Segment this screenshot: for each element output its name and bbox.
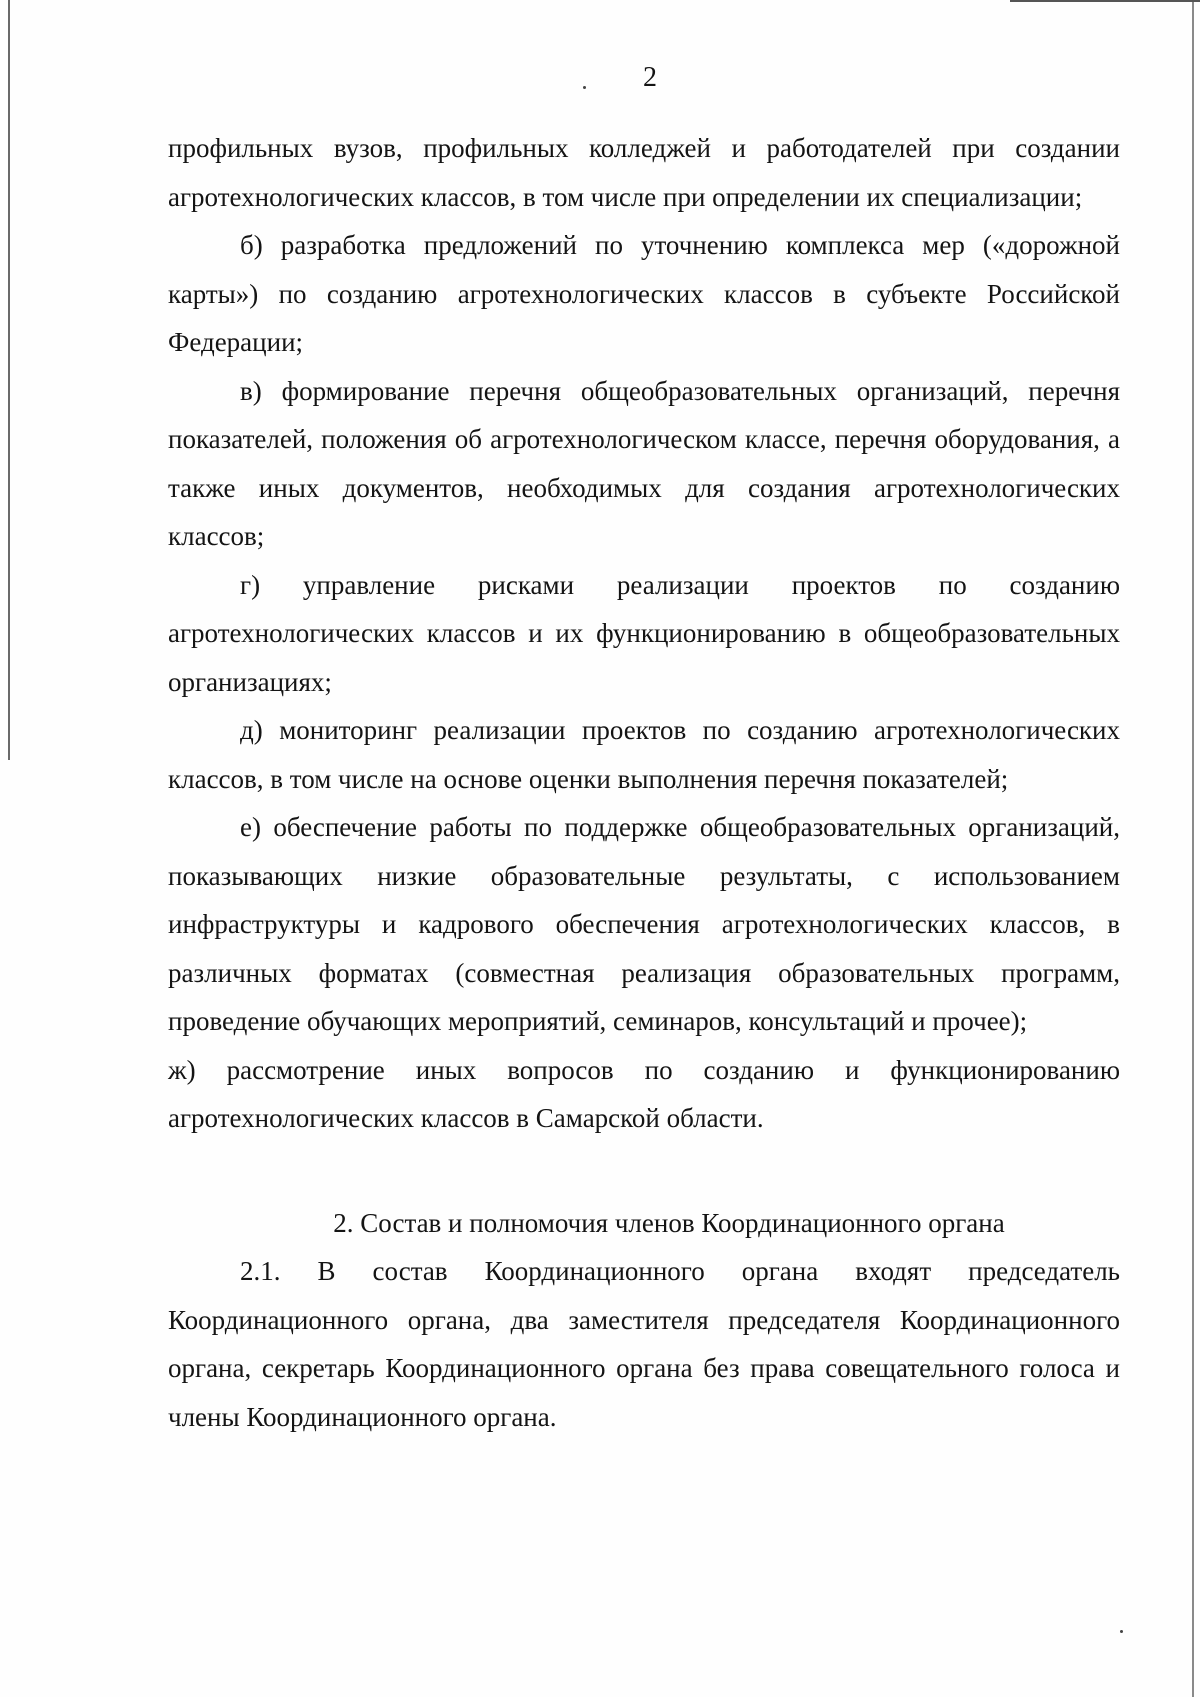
paragraph-continuation: профильных вузов, профильных колледжей и работодателей при создании агротехнологических классов, в том числе при определении их специализации; [168, 133, 1120, 212]
section-paragraph-2-1: 2.1. В состав Координационного органа входят председатель Координационного органа, два заместителя председателя Координационного органа, секретарь Координационного органа без права совещательного голоса и члены Координационного органа. [168, 1256, 1120, 1432]
list-item-b: б) разработка предложений по уточнению комплекса мер («дорожной карты») по созданию агротехнологических классов в субъекте Российской Федерации; [168, 230, 1120, 357]
section-gap [168, 1143, 1120, 1199]
scan-edge-top [1010, 0, 1200, 2]
page-number: 2 [643, 62, 657, 93]
scan-edge-left [8, 0, 10, 760]
list-item-zh: ж) рассмотрение иных вопросов по созданию и функционированию агротехнологических классов в Самарской области. [168, 1054, 1120, 1133]
document-body [168, 124, 1120, 1441]
scan-speck [1120, 1630, 1123, 1633]
list-item-d: д) мониторинг реализации проектов по созданию агротехнологических классов, в том числе на основе оценки выполнения перечня показателей; [168, 715, 1120, 794]
list-item-g: г) управление рисками реализации проектов по созданию агротехнологических классов и их функционированию в общеобразовательных организациях; [168, 569, 1120, 697]
list-item-e: е) обеспечение работы по поддержке общеобразовательных организаций, показывающих низкие образовательные результаты, с использованием инфраструктуры и кадрового обеспечения агротехнологических классов, в различных форматах (совместная реализация образовательных программ, проведение обучающих мероприятий, семинаров, консультаций и прочее); [168, 812, 1120, 1036]
list-item-v: в) формирование перечня общеобразовательных организаций, перечня показателей, положения об агротехнологическом классе, перечня оборудования, а также иных документов, необходимых для создания агротехнологических классов; [168, 375, 1120, 551]
scan-edge-right [1192, 0, 1194, 1697]
section-heading: 2. Состав и полномочия членов Координационного органа [333, 1207, 1005, 1238]
